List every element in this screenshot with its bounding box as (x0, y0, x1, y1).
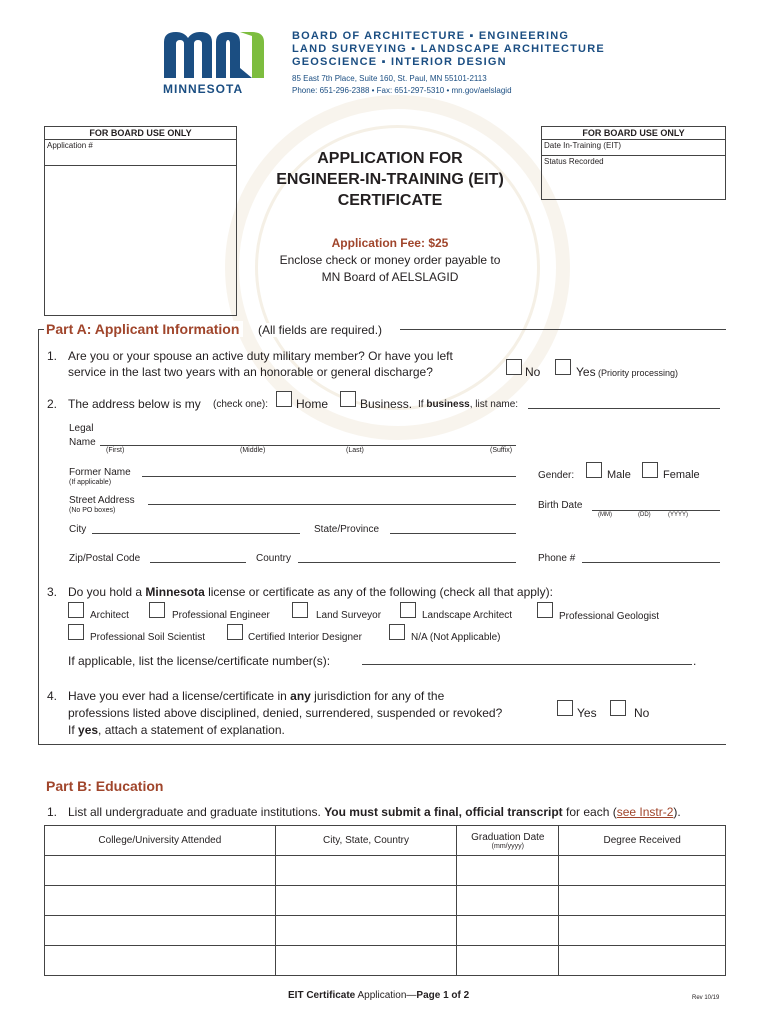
business-name-field[interactable] (528, 408, 720, 409)
col-location: City, State, Country (275, 826, 457, 856)
disciplined-no-checkbox[interactable] (610, 700, 626, 716)
col-degree: Degree Received (559, 826, 726, 856)
date-in-training-label: Date In-Training (EIT) (544, 141, 622, 150)
fee-block: Application Fee: $25 Enclose check or money order payable to MN Board of AELSLAGID (240, 235, 540, 286)
q1-line2: service in the last two years with an honorable or general discharge? (68, 365, 433, 379)
disciplined-yes-checkbox[interactable] (557, 700, 573, 716)
former-name-field[interactable] (142, 476, 516, 477)
license-land-surveyor-checkbox[interactable] (292, 602, 308, 618)
q1-line1: Are you or your spouse an active duty military member? Or have you left (68, 349, 453, 363)
license-soil-scientist-checkbox[interactable] (68, 624, 84, 640)
birth-date-field[interactable] (592, 510, 720, 511)
table-row (45, 856, 726, 886)
board-contact: Phone: 651-296-2388 • Fax: 651-297-5310 • mn.gov/aelslagid (292, 86, 512, 95)
board-line-1: BOARD OF ARCHITECTURE ▪ ENGINEERING (292, 30, 570, 42)
table-row (45, 916, 726, 946)
q1-no-checkbox[interactable] (506, 359, 522, 375)
license-pe-checkbox[interactable] (149, 602, 165, 618)
page-title: APPLICATION FOR ENGINEER-IN-TRAINING (EIT) CERTIFICATE (276, 150, 504, 209)
revision-label: Rev 10/19 (692, 995, 720, 1001)
address-business-checkbox[interactable] (340, 391, 356, 407)
phone-field[interactable] (582, 562, 720, 563)
license-interior-designer-checkbox[interactable] (227, 624, 243, 640)
fee-amount: Application Fee: $25 (331, 236, 449, 250)
board-use-title-left: FOR BOARD USE ONLY (45, 127, 236, 140)
footer-text: EIT Certificate Application—Page 1 of 2 (288, 990, 470, 1001)
license-na-checkbox[interactable] (389, 624, 405, 640)
q1-yes-checkbox[interactable] (555, 359, 571, 375)
license-geologist-checkbox[interactable] (537, 602, 553, 618)
gender-female-checkbox[interactable] (642, 462, 658, 478)
table-row (45, 946, 726, 976)
address-home-checkbox[interactable] (276, 391, 292, 407)
city-field[interactable] (92, 533, 300, 534)
license-architect-checkbox[interactable] (68, 602, 84, 618)
status-recorded-label: Status Recorded (544, 157, 604, 166)
table-row (45, 886, 726, 916)
part-b-heading: Part B: Education (46, 778, 164, 794)
legal-name-field[interactable] (100, 445, 516, 446)
license-numbers-field[interactable] (362, 664, 692, 665)
zip-field[interactable] (150, 562, 246, 563)
education-table (44, 825, 726, 976)
board-address: 85 East 7th Place, Suite 160, St. Paul, MN 55101-2113 (292, 74, 487, 83)
board-line-3: GEOSCIENCE ▪ INTERIOR DESIGN (292, 56, 507, 68)
board-use-title-right: FOR BOARD USE ONLY (542, 127, 725, 140)
logo-text: MINNESOTA (163, 82, 244, 96)
part-a-frame (38, 329, 726, 745)
license-landscape-architect-checkbox[interactable] (400, 602, 416, 618)
board-line-2: LAND SURVEYING ▪ LANDSCAPE ARCHITECTURE (292, 43, 605, 55)
state-field[interactable] (390, 533, 516, 534)
application-number-label: Application # (47, 141, 93, 150)
street-address-field[interactable] (148, 504, 516, 505)
gender-male-checkbox[interactable] (586, 462, 602, 478)
col-college: College/University Attended (45, 826, 276, 856)
part-a-note: (All fields are required.) (258, 323, 386, 337)
instructions-link[interactable]: see Instr-2 (616, 805, 674, 819)
col-grad-date: Graduation Date (mm/yyyy) (457, 826, 559, 856)
board-use-box-right (541, 126, 726, 200)
country-field[interactable] (298, 562, 516, 563)
part-a-heading: Part A: Applicant Information (46, 321, 243, 337)
board-use-box-left (44, 126, 237, 316)
